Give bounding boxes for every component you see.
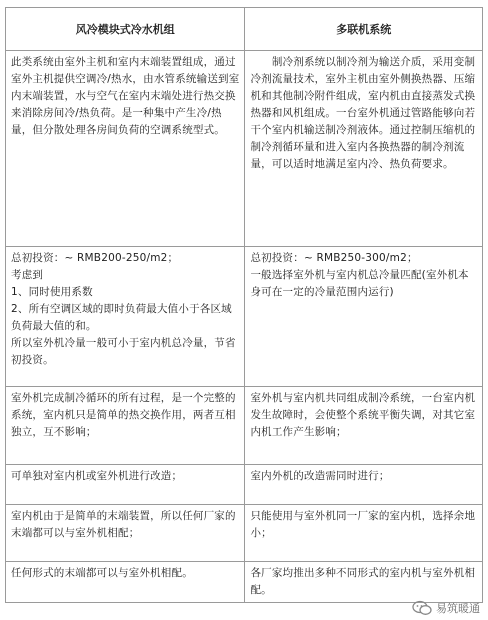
table-row [6,465,483,505]
cell-chiller-terminal-forms: 任何形式的末端都可以与室外机相配。 [6,562,245,603]
table-row [6,387,483,465]
cell-vrf-investment: 总初投资：~ RMB250-300/m2； 一般选择室外机与室内机总冷量匹配(室外机本身可在一定的冷量范围内运行) [245,247,483,387]
cell-vrf-description: 制冷剂系统以制冷剂为输送介质，采用变制冷剂流量技术，室外主机由室外侧换热器、压缩机和其他制冷附件组成，室内机由直接蒸发式换热器和风机组成。一台室外机通过管路能够向若干个室内机输送制冷剂液体。通过控制压缩机的制冷剂循环量和进入室内各换热器的制冷剂流量，可以适时地满足室内冷、热负荷要求。 [245,51,483,247]
table-row [6,505,483,562]
cell-chiller-investment: 总初投资：~ RMB200-250/m2； 考虑到 1、同时使用系数 2、所有空调区域的即时负荷最大值小于各区域负荷最大值的和。 所以室外机冷量一般可小于室内机总冷量，节省初投资。 [6,247,245,387]
cell-vrf-independence: 室外机与室内机共同组成制冷系统，一台室内机发生故障时，会使整个系统平衡失调，对其它室内机工作产生影响； [245,387,483,465]
table-row [6,247,483,387]
header-vrf-system: 多联机系统 [245,8,483,51]
cell-vrf-compatibility: 只能使用与室外机同一厂家的室内机，选择余地小； [245,505,483,562]
cell-chiller-compatibility: 室内机由于是简单的末端装置，所以任何厂家的末端都可以与室外机相配； [6,505,245,562]
watermark [412,600,480,616]
comparison-table [5,7,483,603]
cell-vrf-retrofit: 室内外机的改造需同时进行； [245,465,483,505]
header-modular-chiller: 风冷模块式冷水机组 [6,8,245,51]
cell-vrf-terminal-forms: 各厂家均推出多种不同形式的室内机与室外机相配。 [245,562,483,603]
cell-chiller-retrofit: 可单独对室内机或室外机进行改造； [6,465,245,505]
header-row [6,8,483,51]
table-row [6,51,483,247]
cell-chiller-description: 此类系统由室外主机和室内末端装置组成，通过室外主机提供空调冷/热水，由水管系统输送到室内末端装置，水与空气在室内末端处进行热交换来消除房间冷/热负荷。是一种集中产生冷/热量，但分散处理各房间负荷的空调系统型式。 [6,51,245,247]
cell-chiller-independence: 室外机完成制冷循环的所有过程，是一个完整的系统，室内机只是简单的热交换作用，两者互相独立，互不影响； [6,387,245,465]
chat-bubble-icon [412,600,432,616]
table-row [6,562,483,603]
watermark-text: 易筑暖通 [436,602,480,615]
